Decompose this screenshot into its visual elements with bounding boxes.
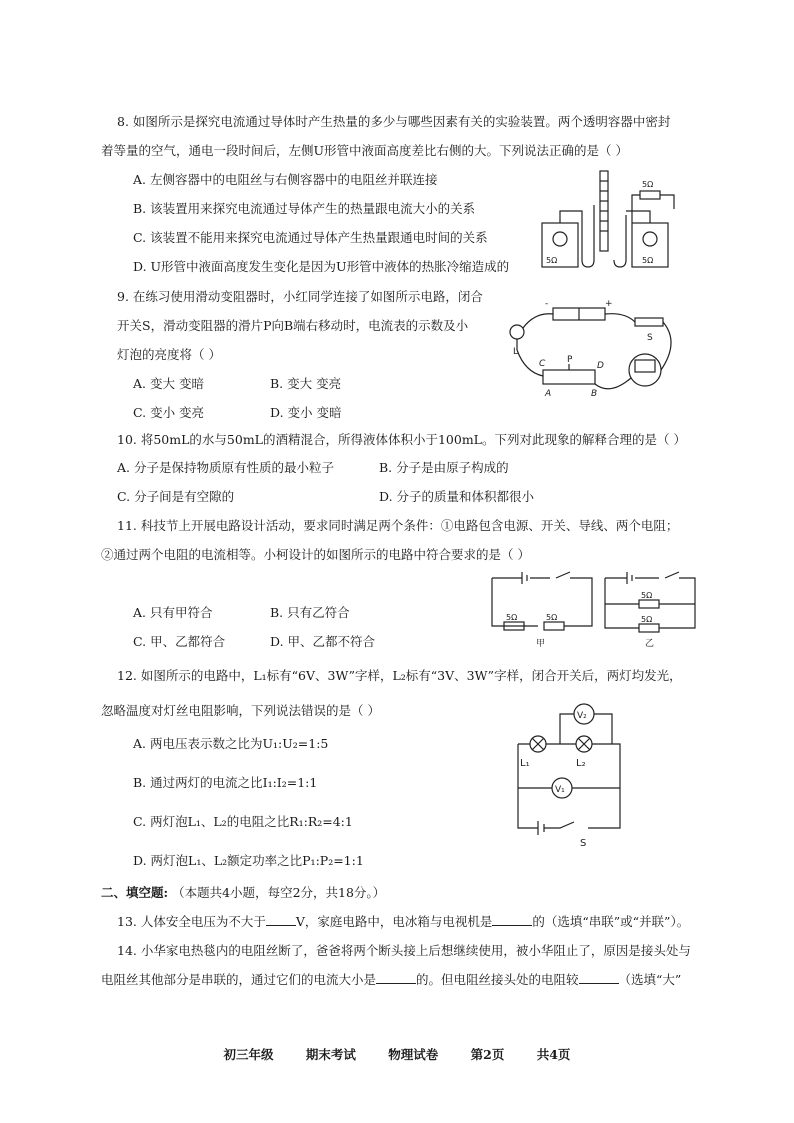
q9-fig-label-d: D (597, 361, 604, 371)
q8-stem-line2: 着等量的空气，通电一段时间后，左侧U形管中液面高度差比右侧的大。下列说法正确的是（ ） (101, 143, 629, 158)
q9-stem-line3: 灯泡的亮度将（ ） (117, 347, 221, 362)
q14-blank-2[interactable] (579, 971, 619, 984)
q9-stem-line2: 开关S，滑动变阻器的滑片P向B端右移动时，电流表的示数及小 (117, 318, 469, 333)
q11-option-a: A. 只有甲符合 (133, 605, 213, 620)
q11-option-d: D. 甲、乙都不符合 (270, 634, 376, 649)
page-footer (0, 1045, 794, 1063)
q9-fig-label-a: A (545, 389, 552, 399)
q12-fig-label-s: S (580, 838, 587, 849)
q8-option-c: C. 该装置不能用来探究电流通过导体产生热量跟通电时间的关系 (133, 230, 488, 245)
footer-total: 共4页 (536, 1047, 571, 1062)
q13-part2: V，家庭电路中，电冰箱与电视机是 (295, 914, 493, 929)
q8-fig-label-left: 5Ω (546, 256, 558, 265)
q9-fig-label-minus: - (545, 299, 549, 309)
q13-blank-1[interactable] (266, 913, 296, 926)
q12-stem-line1: 12. 如图所示的电路中，L₁标有“6V、3W”字样，L₂标有“3V、3W”字样，闭合开关后，两灯均发光， (117, 668, 682, 683)
q9-fig-label-p: P (567, 355, 573, 365)
q11-option-c: C. 甲、乙都符合 (133, 634, 226, 649)
q8-option-a: A. 左侧容器中的电阻丝与右侧容器中的电阻丝并联连接 (133, 172, 438, 187)
footer-grade: 初三年级 (223, 1047, 274, 1062)
q9-option-b: B. 变大 变亮 (270, 376, 342, 391)
q8-figure-heating-apparatus (528, 165, 688, 275)
q11-yi-r2-label: 5Ω (641, 615, 653, 624)
q9-fig-label-s: S (647, 333, 653, 343)
q14-part3: （选填“大” (618, 972, 682, 987)
q11-jia-caption: 甲 (536, 639, 546, 649)
q9-fig-label-c: C (539, 359, 546, 369)
q12-stem-line2: 忽略温度对灯丝电阻影响，下列说法错误的是（ ） (101, 703, 380, 718)
q12-option-b: B. 通过两灯的电流之比I₁:I₂=1:1 (133, 775, 318, 790)
q13-part3: 的（选填“串联”或“并联”）。 (532, 914, 690, 929)
q10-option-a: A. 分子是保持物质原有性质的最小粒子 (117, 460, 334, 475)
q14-stem-line1: 14. 小华家电热毯内的电阻丝断了，爸爸将两个断头接上后想继续使用，被小华阻止了，原因是接头处与 (117, 943, 691, 958)
q8-option-d: D. U形管中液面高度发生变化是因为U形管中液体的热胀冷缩造成的 (133, 259, 510, 274)
q13-blank-2[interactable] (492, 913, 532, 926)
q13-stem (117, 913, 689, 931)
q11-figure-circuit-jia (490, 568, 595, 654)
q10-stem: 10. 将50mL的水与50mL的酒精混合，所得液体体积小于100mL。下列对此现象的解释合理的是（ ） (117, 432, 686, 447)
q12-figure-two-lamp-circuit (512, 700, 652, 850)
q8-option-b: B. 该装置用来探究电流通过导体产生的热量跟电流大小的关系 (133, 201, 476, 216)
footer-subject: 物理试卷 (388, 1047, 439, 1062)
q11-figure-circuit-yi (603, 568, 698, 654)
q10-option-c: C. 分子间是有空隙的 (117, 489, 235, 504)
footer-exam: 期末考试 (305, 1047, 356, 1062)
section2-title: 二、填空题: (101, 885, 169, 900)
q10-option-b: B. 分子是由原子构成的 (379, 460, 509, 475)
q12-option-c: C. 两灯泡L₁、L₂的电阻之比R₁:R₂=4:1 (133, 814, 353, 829)
q12-option-a: A. 两电压表示数之比为U₁:U₂=1:5 (133, 736, 329, 751)
q11-jia-r1-label: 5Ω (506, 613, 518, 622)
q13-part1: 13. 人体安全电压为不大于 (117, 914, 266, 929)
q9-option-d: D. 变小 变暗 (270, 405, 342, 420)
footer-page: 第2页 (470, 1047, 505, 1062)
q8-fig-label-right: 5Ω (642, 256, 654, 265)
section2-heading (101, 884, 385, 902)
q14-part1: 电阻丝其他部分是串联的，通过它们的电流大小是 (101, 972, 377, 987)
q9-option-a: A. 变大 变暗 (133, 376, 204, 391)
q11-yi-r1-label: 5Ω (641, 591, 653, 600)
q11-stem-line2: ②通过两个电阻的电流相等。小柯设计的如图所示的电路中符合要求的是（ ） (101, 547, 530, 562)
q10-option-d: D. 分子的质量和体积都很小 (379, 489, 535, 504)
q11-jia-r2-label: 5Ω (546, 613, 558, 622)
q11-yi-caption: 乙 (645, 639, 655, 649)
q12-fig-label-v1: V₁ (555, 785, 565, 795)
q9-option-c: C. 变小 变亮 (133, 405, 205, 420)
q8-fig-label-top: 5Ω (642, 180, 654, 189)
q9-fig-label-l: L (513, 347, 519, 357)
q12-fig-label-l2: L₂ (576, 758, 586, 769)
q14-stem-line2 (101, 971, 681, 989)
q8-stem-line1: 8. 如图所示是探究电流通过导体时产生热量的多少与哪些因素有关的实验装置。两个透明容器中密封 (117, 114, 671, 129)
q9-fig-label-plus: + (605, 299, 613, 309)
section2-note: （本题共4小题，每空2分，共18分。） (172, 885, 386, 900)
q12-option-d: D. 两灯泡L₁、L₂额定功率之比P₁:P₂=1:1 (133, 853, 364, 868)
q14-part2: 的。但电阻丝接头处的电阻较 (416, 972, 579, 987)
q11-option-b: B. 只有乙符合 (270, 605, 350, 620)
q12-fig-label-l1: L₁ (520, 758, 530, 769)
q12-fig-label-v2: V₂ (577, 711, 587, 721)
q9-figure-rheostat-circuit (495, 292, 690, 404)
q9-fig-label-b: B (591, 389, 598, 399)
q11-stem-line1: 11. 科技节上开展电路设计活动，要求同时满足两个条件：①电路包含电源、开关、导线、两个电阻； (117, 518, 679, 533)
q14-blank-1[interactable] (376, 971, 416, 984)
q9-stem-line1: 9. 在练习使用滑动变阻器时，小红同学连接了如图所示电路，闭合 (117, 289, 483, 304)
